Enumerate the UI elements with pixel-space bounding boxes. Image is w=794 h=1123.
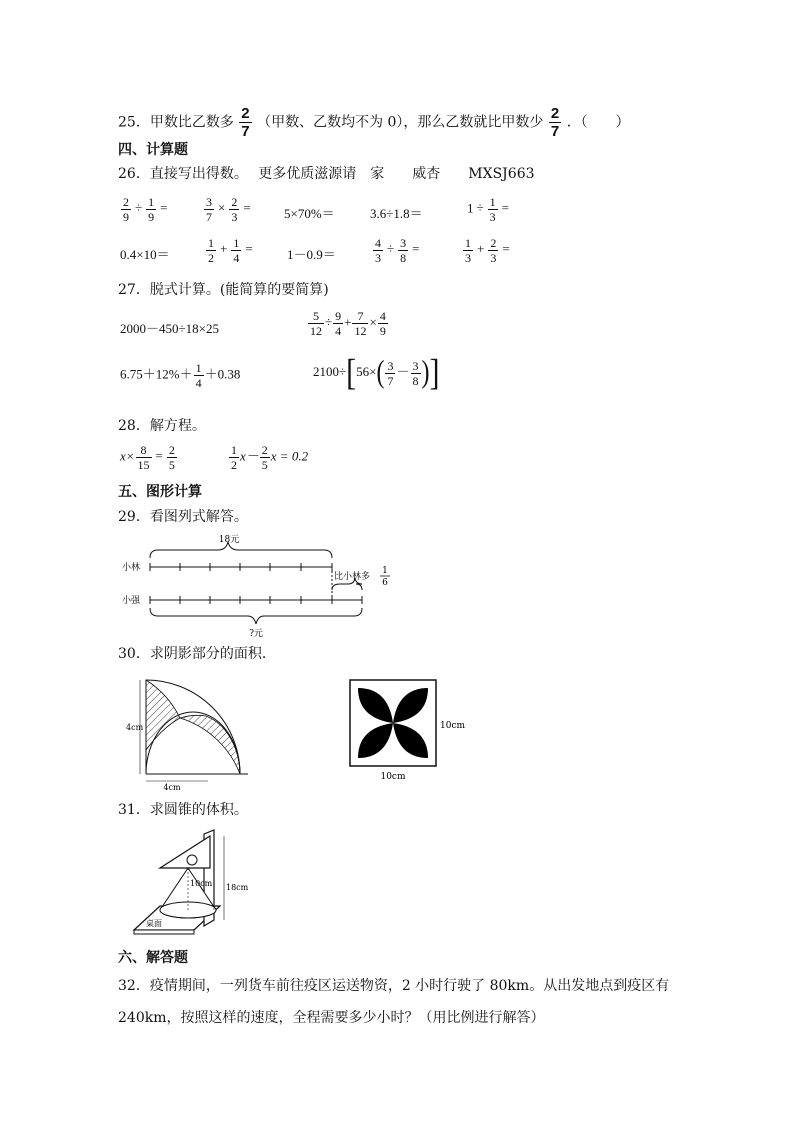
fig2-side-label: 10cm (440, 721, 466, 731)
calc-item: $\frac{1}{3}$ + $\frac{2}{3}$ = (465, 236, 510, 265)
calc-item: $\frac{2}{9}$ ÷ $\frac{1}{9}$ = (123, 195, 168, 224)
label-total-top: 18元 (218, 535, 240, 545)
desk-label: 桌面 (146, 919, 162, 928)
fraction: $\frac{2}{7}$ (241, 105, 250, 140)
label-xiaolin: 小林 (122, 563, 141, 573)
board-height-label: 18cm (226, 883, 249, 892)
question-32-line-1: 32．疫情期间，一列货车前往疫区运送物资，2 小时行驶了 80km。从出发地点到疫区有 (118, 978, 670, 994)
calc-item: $\frac{5}{12}$ ÷ $\frac{9}{4}$ + $\frac{7}{12}$ × $\frac{4}{9}$ (310, 309, 386, 338)
fig2-bottom-label: 10cm (380, 772, 406, 782)
calc-item: 3.6÷1.8＝ (370, 206, 423, 221)
svg-text:6: 6 (382, 578, 388, 588)
question-25: 25．甲数比乙数多 $\frac{2}{7}$ （甲数、乙数均不为 0），那么乙数就比甲数少 $\frac{2}{7}$ ．（ ） (118, 105, 630, 140)
section-heading-4: 四、计算题 (118, 142, 188, 158)
question-28: 28．解方程。 (118, 418, 206, 434)
question-27: 27．脱式计算。(能简算的要简算) (118, 282, 329, 298)
cone-figure (130, 826, 270, 938)
cone-height-label: 10cm (190, 879, 213, 888)
calc-item: 2100÷[56×( $\frac{3}{7}$ － $\frac{3}{8}$ )] (313, 351, 440, 393)
calc-item: 0.4×10＝ (120, 247, 170, 262)
equation-1: x× $\frac{8}{15}$ = $\frac{2}{5}$ (120, 443, 175, 472)
calc-item: 1－0.9＝ (287, 247, 336, 262)
calc-item: 6.75＋12%＋ $\frac{1}{4}$ ＋0.38 (120, 361, 241, 390)
fig1-side-label: 4cm (126, 723, 144, 732)
question-32-line-2: 240km，按照这样的速度，全程需要多少小时？（用比例进行解答） (118, 1010, 545, 1026)
question-26: 26．直接写出得数。 更多优质滋源请 家 威杏 MXSJ663 (118, 166, 535, 182)
label-more: 比小林多 (334, 572, 371, 582)
shaded-figure-1 (124, 672, 264, 792)
calc-item: 2000－450÷18×25 (120, 321, 219, 336)
shaded-figure-2 (348, 678, 478, 786)
calc-item: 5×70%＝ (284, 206, 335, 221)
section-heading-5: 五、图形计算 (118, 484, 202, 500)
question-29: 29．看图列式解答。 (118, 509, 248, 525)
label-total-bottom: ?元 (249, 629, 263, 638)
calc-item: $\frac{4}{3}$ ÷ $\frac{3}{8}$ = (375, 236, 420, 265)
question-31: 31．求圆锥的体积。 (118, 802, 248, 818)
svg-text:1: 1 (382, 566, 388, 576)
equation-2: $\frac{1}{2}$ x－ $\frac{2}{5}$ x = 0.2 (231, 443, 309, 472)
calc-item: $\frac{1}{2}$ + $\frac{1}{4}$ = (208, 236, 253, 265)
label-xiaoqiang: 小强 (122, 596, 141, 606)
question-30: 30．求阴影部分的面积． (118, 646, 276, 662)
fraction: $\frac{2}{7}$ (550, 105, 560, 140)
section-heading-6: 六、解答题 (118, 950, 188, 966)
fig1-bottom-label: 4cm (163, 783, 181, 792)
calc-item: $\frac{3}{7}$ × $\frac{2}{3}$ = (206, 195, 251, 224)
watermark-text: 更多优质滋源请 家 威杏 MXSJ663 (258, 166, 535, 182)
calc-item: 1 ÷ $\frac{1}{3}$ = (467, 195, 509, 224)
segment-diagram (118, 532, 418, 638)
